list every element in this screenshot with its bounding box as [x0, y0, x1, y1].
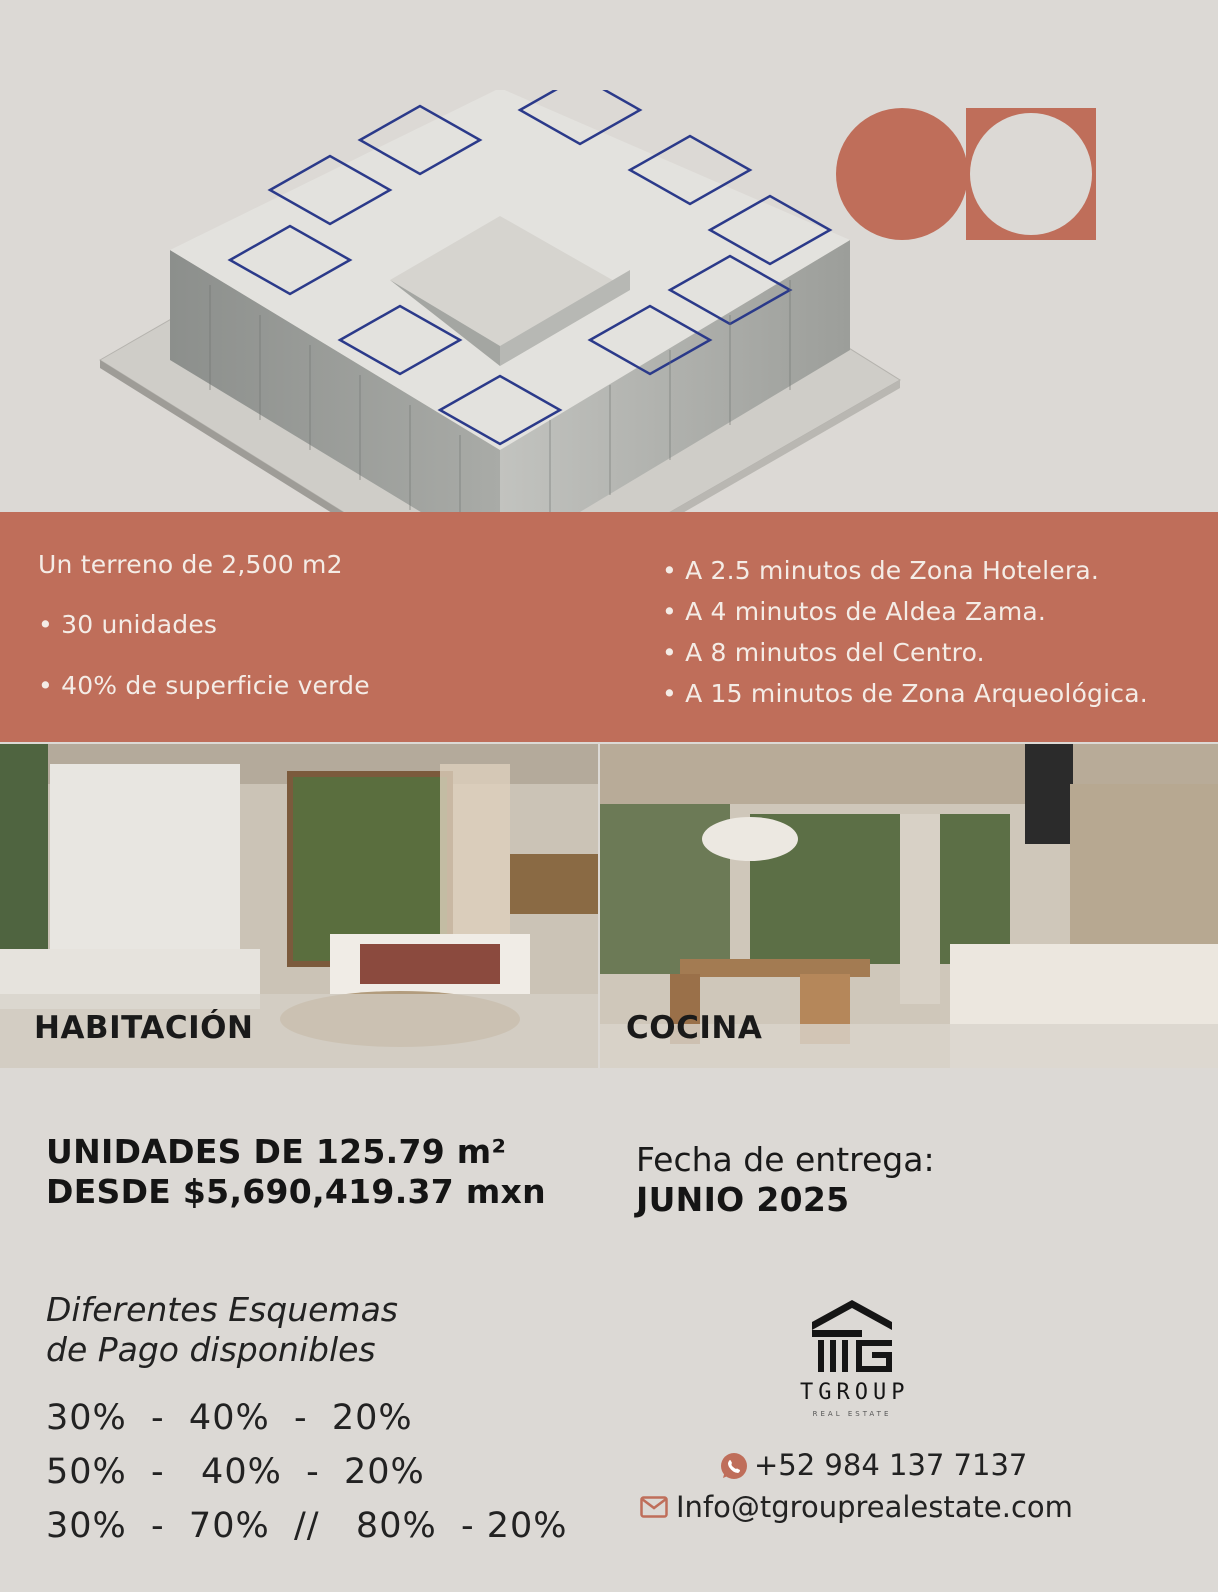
bedroom-photo	[0, 744, 598, 1068]
brand-tagline: REAL ESTATE	[812, 1410, 892, 1418]
distance-aldea-zama: • A 4 minutos de Aldea Zama.	[662, 597, 1046, 626]
payment-scheme-2: 50% - 40% - 20%	[46, 1452, 425, 1492]
delivery-date: JUNIO 2025	[636, 1180, 850, 1219]
kitchen-photo	[600, 744, 1218, 1068]
whatsapp-icon	[720, 1452, 748, 1480]
bedroom-label: HABITACIÓN	[34, 1010, 254, 1046]
payment-heading-line1: Diferentes Esquemas	[46, 1290, 398, 1329]
land-size-text: Un terreno de 2,500 m2	[38, 550, 343, 579]
envelope-icon	[640, 1496, 668, 1518]
payment-heading-line2: de Pago disponibles	[46, 1330, 376, 1369]
price-text: DESDE $5,690,419.37 mxn	[46, 1172, 546, 1211]
feature-units: • 30 unidades	[38, 610, 217, 639]
unit-size-text: UNIDADES DE 125.79 m²	[46, 1132, 507, 1171]
payment-scheme-3: 30% - 70% // 80% - 20%	[46, 1506, 568, 1546]
features-band	[0, 512, 1218, 742]
delivery-label: Fecha de entrega:	[636, 1140, 935, 1179]
email-address[interactable]: Info@tgrouprealestate.com	[676, 1490, 1073, 1524]
distance-archaeological-zone: • A 15 minutos de Zona Arqueológica.	[662, 679, 1148, 708]
phone-number[interactable]: +52 984 137 7137	[754, 1448, 1028, 1482]
brand-name: TGROUP	[800, 1380, 910, 1405]
kitchen-label: COCINA	[626, 1010, 763, 1046]
distance-hotel-zone: • A 2.5 minutos de Zona Hotelera.	[662, 556, 1099, 585]
tgroup-monogram-logo	[812, 1300, 892, 1372]
payment-scheme-1: 30% - 40% - 20%	[46, 1398, 413, 1438]
feature-green-area: • 40% de superficie verde	[38, 671, 370, 700]
distance-centro: • A 8 minutos del Centro.	[662, 638, 985, 667]
